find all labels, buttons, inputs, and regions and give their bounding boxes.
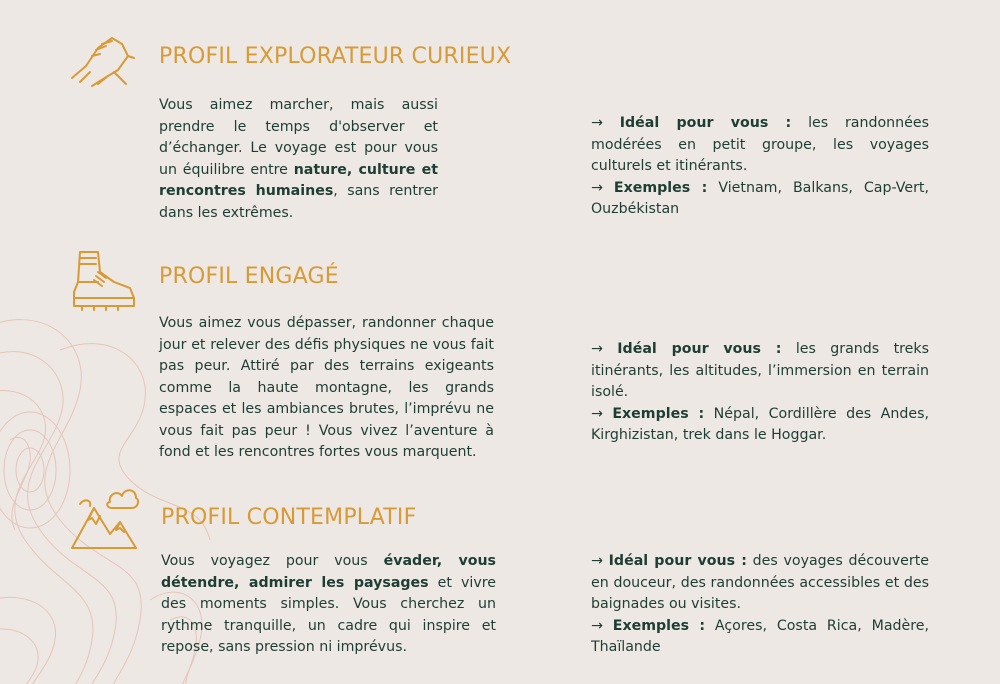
arrow-icon: → (591, 115, 603, 131)
examples-line (591, 178, 929, 221)
profile-description (159, 313, 494, 464)
examples-label: Exemples : (612, 617, 706, 634)
profile-description (161, 551, 496, 659)
arrow-icon: → (591, 179, 603, 196)
ideal-label: Idéal pour vous : (617, 341, 782, 357)
ideal-line (591, 339, 929, 404)
ideal-line (591, 113, 929, 178)
arrow-icon: → (591, 405, 603, 422)
handshake-icon (68, 28, 136, 88)
profile-title: PROFIL EXPLORATEUR CURIEUX (159, 44, 512, 69)
ideal-text: les randonnées modérées en petit groupe, les voyages culturels et itinérants. (591, 115, 929, 174)
description-highlight: évader, vous détendre, admirer les paysages (161, 553, 496, 591)
arrow-icon: → (591, 617, 603, 634)
examples-label: Exemples : (613, 179, 708, 196)
description-text: Vous aimez vous dépasser, randonner chaque jour et relever des défis physiques ne vous fait pas peur. Attiré par des terrains exigeants comme la haute montagne, les grands espaces et les ambiances brutes, l’imprévu ne vous fait pas peur ! Vous vivez l’aventure à fond et les rencontres fortes vous marquent. (159, 315, 494, 460)
examples-label: Exemples : (612, 405, 705, 422)
profile-title: PROFIL ENGAGÉ (159, 264, 339, 289)
examples-text: Vietnam, Balkans, Cap-Vert, Ouzbékistan (591, 179, 929, 217)
description-highlight: nature, culture et rencontres humaines (159, 161, 438, 199)
profile-recommendations (591, 113, 929, 221)
ideal-text: les grands treks itinérants, les altitudes, l’immersion en terrain isolé. (591, 341, 929, 400)
profile-description (159, 95, 438, 224)
profile-title: PROFIL CONTEMPLATIF (161, 505, 417, 530)
ideal-label: Idéal pour vous : (608, 553, 747, 569)
profile-recommendations (591, 339, 929, 447)
examples-text: Açores, Costa Rica, Madère, Thaïlande (591, 617, 930, 655)
hiking-boot-icon (70, 248, 140, 312)
arrow-icon: → (591, 341, 603, 357)
description-text: Vous aimez marcher, mais aussi prendre le temps d'observer et d’échanger. Le voyage est pour vous un équilibre entre (159, 97, 438, 178)
description-text: et vivre des moments simples. Vous cherchez un rythme tranquille, un cadre qui inspire et repose, sans pression ni imprévus. (161, 574, 496, 655)
examples-line (591, 404, 929, 447)
mountain-sun-icon (70, 484, 140, 552)
profile-recommendations (591, 551, 929, 659)
ideal-label: Idéal pour vous : (619, 115, 792, 131)
arrow-icon: → (591, 553, 603, 569)
examples-line (591, 616, 929, 659)
ideal-line (591, 551, 929, 616)
ideal-text: des voyages découverte en douceur, des randonnées accessibles et des baignades ou visites. (591, 553, 930, 612)
description-text: Vous voyagez pour vous (161, 553, 384, 569)
description-text: , sans rentrer dans les extrêmes. (159, 183, 438, 221)
examples-text: Népal, Cordillère des Andes, Kirghizistan, trek dans le Hoggar. (591, 405, 929, 443)
